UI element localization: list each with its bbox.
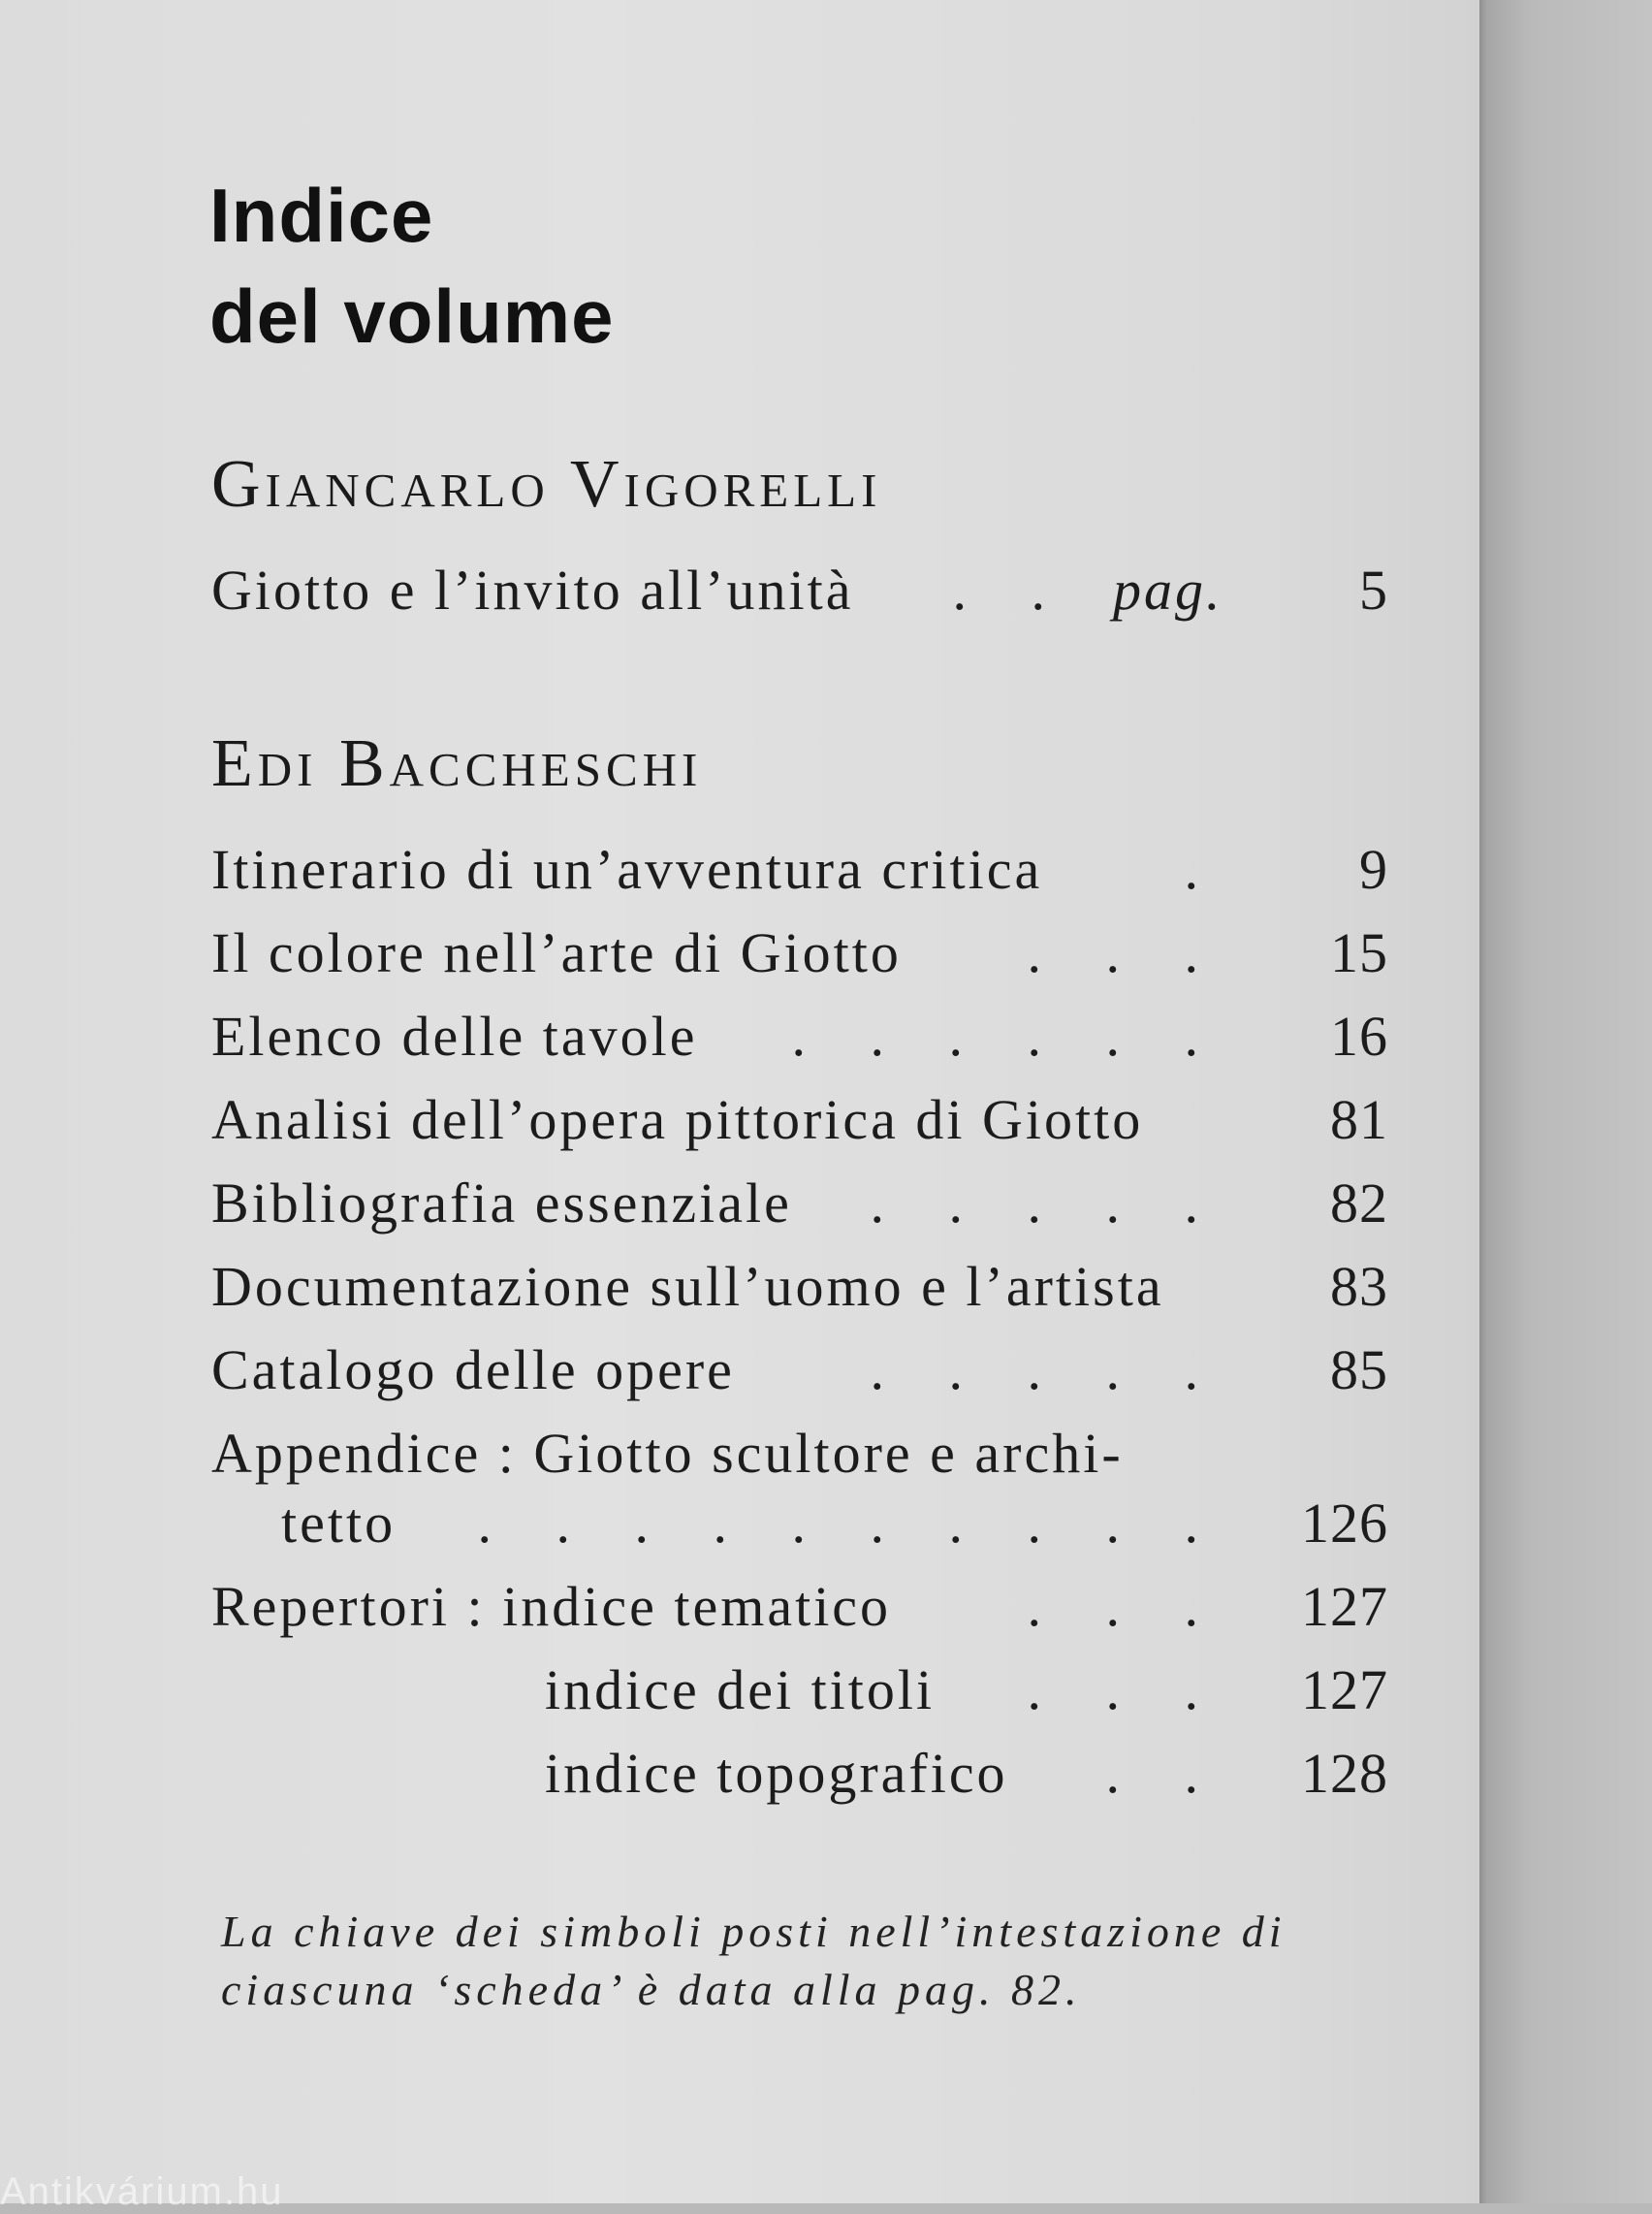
entry-title: Appendice : Giotto scultore e archi- bbox=[211, 1422, 1124, 1485]
entry-title: Analisi dell’opera pittorica di Giotto bbox=[211, 1088, 1144, 1151]
entry-title: tetto bbox=[281, 1492, 397, 1555]
page-number: 85 bbox=[1330, 1338, 1388, 1401]
toc-entry bbox=[211, 828, 1388, 912]
page-number: 9 bbox=[1359, 838, 1388, 901]
toc-entry bbox=[211, 1565, 1388, 1649]
entry-leader-dots: . . bbox=[952, 559, 1070, 622]
page-number: 127 bbox=[1301, 1575, 1388, 1638]
page-number: 5 bbox=[1359, 559, 1388, 622]
toc-entry bbox=[211, 549, 1388, 632]
toc-entry bbox=[211, 995, 1388, 1078]
author-heading-baccheschi: Edi Baccheschi bbox=[211, 726, 703, 801]
entry-leader-dots: . . . . . . . . . . bbox=[477, 1492, 1223, 1555]
entry-leader-dots: . . . bbox=[1027, 921, 1223, 984]
page-label: pag. bbox=[1113, 559, 1223, 622]
page-number: 82 bbox=[1330, 1171, 1388, 1235]
entry-title: Elenco delle tavole bbox=[211, 1005, 698, 1068]
watermark: Antikvárium.hu bbox=[0, 2170, 284, 2213]
page-number: 126 bbox=[1301, 1492, 1388, 1555]
entry-title: Documentazione sull’uomo e l’artista bbox=[211, 1255, 1164, 1318]
toc-entry bbox=[211, 1078, 1388, 1162]
page-title bbox=[209, 165, 614, 367]
title-line-1: Indice bbox=[209, 173, 434, 258]
page-number: 81 bbox=[1330, 1088, 1388, 1151]
symbol-key-note: La chiave dei simboli posti nell’intestazione di ciascuna ‘scheda’ è data alla pag. 82. bbox=[221, 1907, 1287, 2014]
entry-leader-dots: . . . . . bbox=[870, 1338, 1223, 1401]
entry-leader-dots: . . . bbox=[1027, 1658, 1223, 1721]
toc-entry bbox=[211, 1245, 1388, 1329]
toc-entry bbox=[211, 912, 1388, 995]
toc-entry bbox=[211, 1329, 1388, 1412]
toc-entry bbox=[211, 1732, 1388, 1815]
page-number: 128 bbox=[1301, 1742, 1388, 1805]
toc-entry-continuation bbox=[211, 1482, 1388, 1565]
entry-title: indice dei titoli bbox=[545, 1658, 936, 1721]
entry-title: Il colore nell’arte di Giotto bbox=[211, 921, 902, 984]
entry-leader-dots: . . . bbox=[1027, 1575, 1223, 1638]
entry-title: Repertori : indice tematico bbox=[211, 1575, 892, 1638]
page-number: 15 bbox=[1330, 921, 1388, 984]
page-number: 127 bbox=[1301, 1658, 1388, 1721]
page-edge-shadow bbox=[1479, 0, 1652, 2203]
entry-leader-dots: . bbox=[1184, 838, 1223, 901]
entry-title: Catalogo delle opere bbox=[211, 1338, 735, 1401]
page-number: 16 bbox=[1330, 1005, 1388, 1068]
entry-leader-dots: . . . . . bbox=[870, 1171, 1223, 1235]
page-number: 83 bbox=[1330, 1255, 1388, 1318]
author-heading-vigorelli: Giancarlo Vigorelli bbox=[211, 447, 882, 522]
entry-leader-dots: . . . . . . bbox=[791, 1005, 1223, 1068]
entry-title: indice topografico bbox=[545, 1742, 1008, 1805]
entry-title: Bibliografia essenziale bbox=[211, 1171, 792, 1235]
entry-title: Itinerario di un’avventura critica bbox=[211, 838, 1043, 901]
toc-entry bbox=[211, 1649, 1388, 1732]
toc-entry bbox=[211, 1162, 1388, 1245]
title-line-2: del volume bbox=[209, 273, 615, 359]
entry-leader-dots: . . bbox=[1105, 1742, 1223, 1805]
entry-title: Giotto e l’invito all’unità bbox=[211, 559, 854, 622]
